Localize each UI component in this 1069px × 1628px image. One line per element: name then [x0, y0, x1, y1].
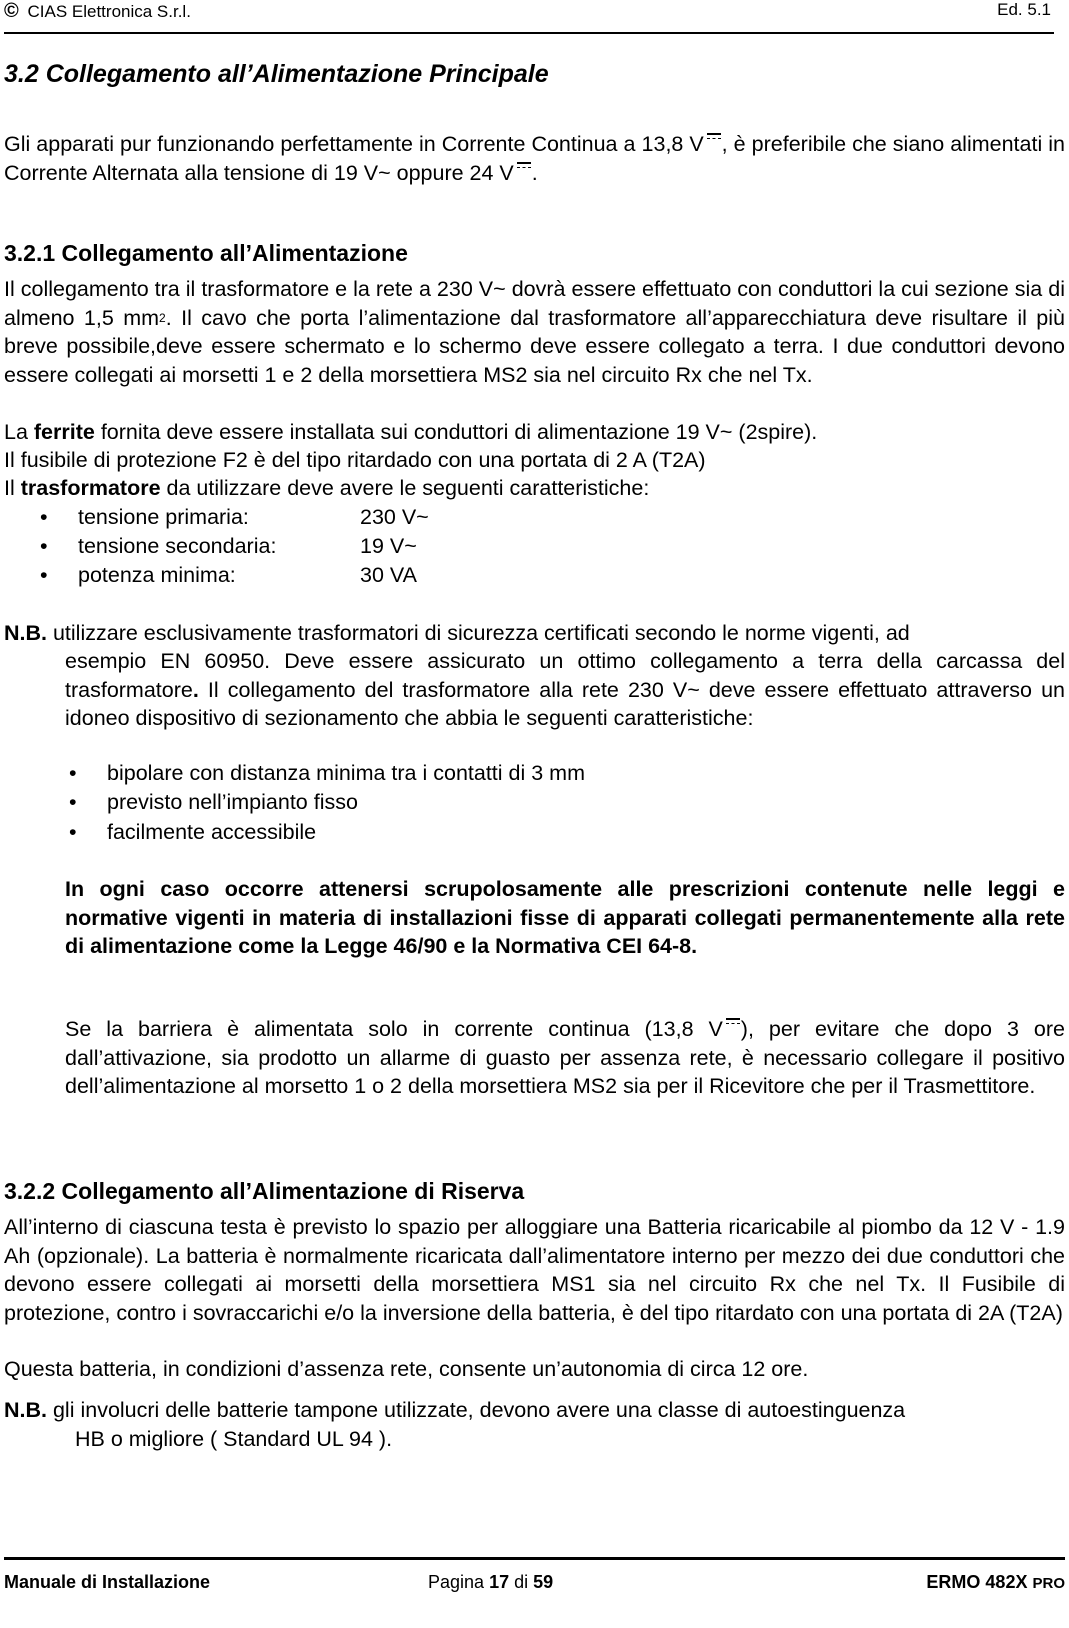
intro-text-a: Gli apparati pur funzionando perfettamente in Corrente Continua a 13,8 V [4, 132, 704, 156]
intro-text-c: . [531, 160, 538, 185]
trafo-pre: Il [4, 476, 21, 500]
bullet-icon: • [69, 820, 77, 844]
dc-power-note [65, 1015, 1065, 1101]
superscript-2: 2 [159, 310, 166, 325]
nb-text-first: utilizzare esclusivamente trasformatori di sicurezza certificati secondo le norme vigenti, ad [47, 621, 910, 645]
autonomy-line: Questa batteria, in condizioni d’assenza rete, consente un’autonomia di circa 12 ore. [4, 1357, 809, 1381]
battery-nb-line [4, 1396, 1065, 1425]
subsection-title-2: 3.2.2 Collegamento all’Alimentazione di Riserva [4, 1178, 525, 1204]
legal-warning: In ogni caso occorre attenersi scrupolosamente alle prescrizioni contenute nelle leggi e normative vigenti in materia di installazioni fisse di apparati collegati permanentemente alla rete di alimentazione come la Legge 46/90 e la Normativa CEI 64-8. [65, 877, 1065, 958]
edition: Ed. 5.1 [997, 0, 1051, 19]
header-rule [4, 32, 1054, 34]
header-left [4, 0, 191, 23]
page-total: 59 [533, 1572, 554, 1592]
ferrite-pre: La [4, 420, 34, 444]
nb-first-line [4, 619, 1065, 648]
nb-bullet-text: previsto nell’impianto fisso [107, 790, 358, 814]
product-suffix: PRO [1032, 1575, 1065, 1592]
spec-label: tensione secondaria: [78, 534, 277, 558]
nb-text-a: esempio EN 60950. Deve essere assicurato un ottimo collegamento a terra della carcassa del trasformatore [65, 649, 1065, 702]
intro-text-b: , è preferibile che siano alimentati in Corrente Alternata alla tensione di 19 V~ oppure 24 V [4, 132, 1065, 185]
page-number: 17 [489, 1572, 510, 1592]
ferrite-line [4, 418, 1065, 447]
subsection-title-1: 3.2.1 Collegamento all’Alimentazione [4, 240, 408, 266]
spec-value: 19 V~ [360, 534, 417, 558]
battery-nb-text: gli involucri delle batterie tampone utilizzate, devono avere una classe di autoestinguenza [47, 1398, 906, 1422]
spec-value: 230 V~ [360, 505, 429, 529]
trafo-bold: trasformatore [20, 476, 161, 500]
spec-value: 30 VA [360, 563, 417, 587]
bullet-icon: • [69, 761, 77, 785]
dc-symbol-icon: ​ [514, 159, 532, 188]
bullet-icon: • [40, 505, 48, 529]
dc-symbol-icon: ​ [704, 130, 722, 159]
nb-bold-dot: . [192, 677, 199, 702]
trafo-post: da utilizzare deve avere le seguenti caratteristiche: [160, 476, 650, 500]
dc-symbol-icon: ​ [723, 1015, 741, 1044]
page-header [4, 0, 1065, 22]
nb-bullet-text: bipolare con distanza minima tra i contatti di 3 mm [107, 761, 585, 785]
transformer-line [4, 474, 1065, 503]
intro-paragraph [4, 130, 1065, 187]
manual-title: Manuale di Installazione [4, 1572, 211, 1592]
spec-label: potenza minima: [78, 563, 236, 587]
nb-label: N.B. [4, 621, 47, 645]
of-word: di [514, 1572, 529, 1592]
section-title: 3.2 Collegamento all’Alimentazione Principale [4, 60, 549, 88]
bullet-icon: • [69, 790, 77, 814]
spec-label: tensione primaria: [78, 505, 249, 529]
bullet-icon: • [40, 563, 48, 587]
footer-rule [4, 1557, 1065, 1560]
dc-note-a: Se la barriera è alimentata solo in corrente continua (13,8 V [65, 1017, 723, 1041]
product-name [926, 1572, 1065, 1593]
ferrite-post: fornita deve essere installata sui conduttori di alimentazione 19 V~ (2spire). [94, 420, 818, 444]
nb-label: N.B. [4, 1398, 47, 1422]
nb-text-b: Il collegamento del trasformatore alla rete 230 V~ deve essere effettuato attraverso un idoneo dispositivo di sezionamento che abbia le seguenti caratteristiche: [65, 677, 1065, 730]
connection-text-b: . Il cavo che porta l’alimentazione dal trasformatore all’apparecchiatura deve risultare il più breve possibile,deve essere schermato e lo schermo deve essere collegato a terra. I due conduttori devono essere collegati ai morsetti 1 e 2 della morsettiera MS2 sia nel circuito Rx che nel Tx. [4, 305, 1065, 387]
page-indicator [428, 1572, 553, 1593]
battery-paragraph: All’interno di ciascuna testa è previsto lo spazio per alloggiare una Batteria ricaricabile al piombo da 12 V - 1.9 Ah (opzionale). La batteria è normalmente ricaricata dall’alimentatore interno per mezzo dei due conduttori che devono essere collegati ai morsetti della morsettiera MS1 sia nel circuito Rx che nel Tx. Il Fusibile di protezione, contro i sovraccarichi e/o la inversione della batteria, è del tipo ritardato con una portata di 2A (T2A) [4, 1215, 1065, 1325]
nb-continuation [65, 647, 1065, 733]
company-name: CIAS Elettronica S.r.l. [27, 2, 191, 21]
ferrite-bold: ferrite [33, 420, 95, 444]
nb-bullet-text: facilmente accessibile [107, 820, 317, 844]
copyright-icon: © [4, 0, 19, 22]
document-page [4, 0, 1065, 1628]
product-model: ERMO 482X [926, 1572, 1028, 1592]
dc-note-b: ), per evitare che dopo 3 ore dall’attivazione, sia prodotto un allarme di guasto per assenza rete, è necessario collegare il positivo dell’alimentazione al morsetto 1 o 2 della morsettiera MS2 sia per il Ricevitore che per il Trasmettitore. [65, 1017, 1065, 1098]
connection-paragraph [4, 275, 1065, 389]
fuse-line: Il fusibile di protezione F2 è del tipo ritardado con una portata di 2 A (T2A) [4, 448, 706, 472]
page-word: Pagina [428, 1572, 485, 1592]
battery-nb-continuation: HB o migliore ( Standard UL 94 ). [75, 1427, 393, 1451]
connection-text-a: Il collegamento tra il trasformatore e la rete a 230 V~ dovrà essere effettuato con conduttori la cui sezione sia di almeno 1,5 mm [4, 277, 1065, 330]
bullet-icon: • [40, 534, 48, 558]
